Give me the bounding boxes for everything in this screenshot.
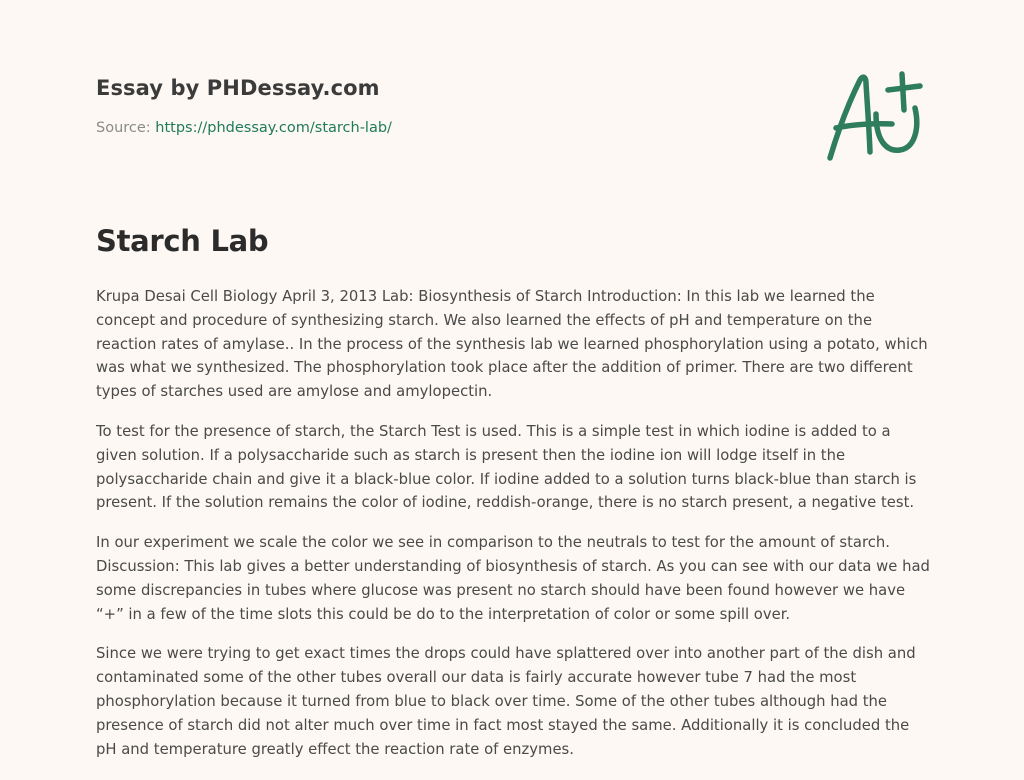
article-title: Starch Lab (96, 224, 269, 258)
site-title: Essay by PHDessay.com (96, 76, 380, 100)
paragraph: In our experiment we scale the color we see in comparison to the neutrals to test for the amount of starch. Discussion: This lab gives a better understanding of biosynthesis of starch. As you can see with our data we had some discrepancies in tubes where glucose was present no starch should have been found however we have “+” in a few of the time slots this could be do to the interpretation of color or some spill over. (96, 534, 930, 623)
paragraph: Krupa Desai Cell Biology April 3, 2013 Lab: Biosynthesis of Starch Introduction: In this lab we learned the concept and procedure of synthesizing starch. We also learned the effects of pH and temperature on the reaction rates of amylase.. In the process of the synthesis lab we learned phosphorylation using a potato, which was what we synthesized. The phosphorylation took place after the addition of primer. There are two different types of starches used are amylose and amylopectin. (96, 288, 928, 401)
source-link[interactable]: https://phdessay.com/starch-lab/ (155, 120, 392, 136)
paragraph: Since we were trying to get exact times the drops could have splattered over into another part of the dish and contaminated some of the other tubes overall our data is fairly accurate however tube 7 had the most phosphorylation because it turned from blue to black over time. Some of the other tubes although had the presence of starch did not alter much over time in fact most stayed the same. Additionally it is concluded the pH and temperature greatly effect the reaction rate of enzymes. (96, 645, 916, 758)
a-plus-icon (820, 66, 930, 166)
page-header (96, 76, 392, 136)
source-line (96, 120, 392, 136)
paragraph: To test for the presence of starch, the Starch Test is used. This is a simple test in which iodine is added to a given solution. If a polysaccharide such as starch is present then the iodine ion will lodge itself in the polysaccharide chain and give it a black-blue color. If iodine added to a solution turns black-blue than starch is present. If the solution remains the color of iodine, reddish-orange, there is no starch present, a negative test. (96, 422, 917, 512)
source-label: Source: (96, 120, 156, 136)
article-body (96, 285, 932, 777)
